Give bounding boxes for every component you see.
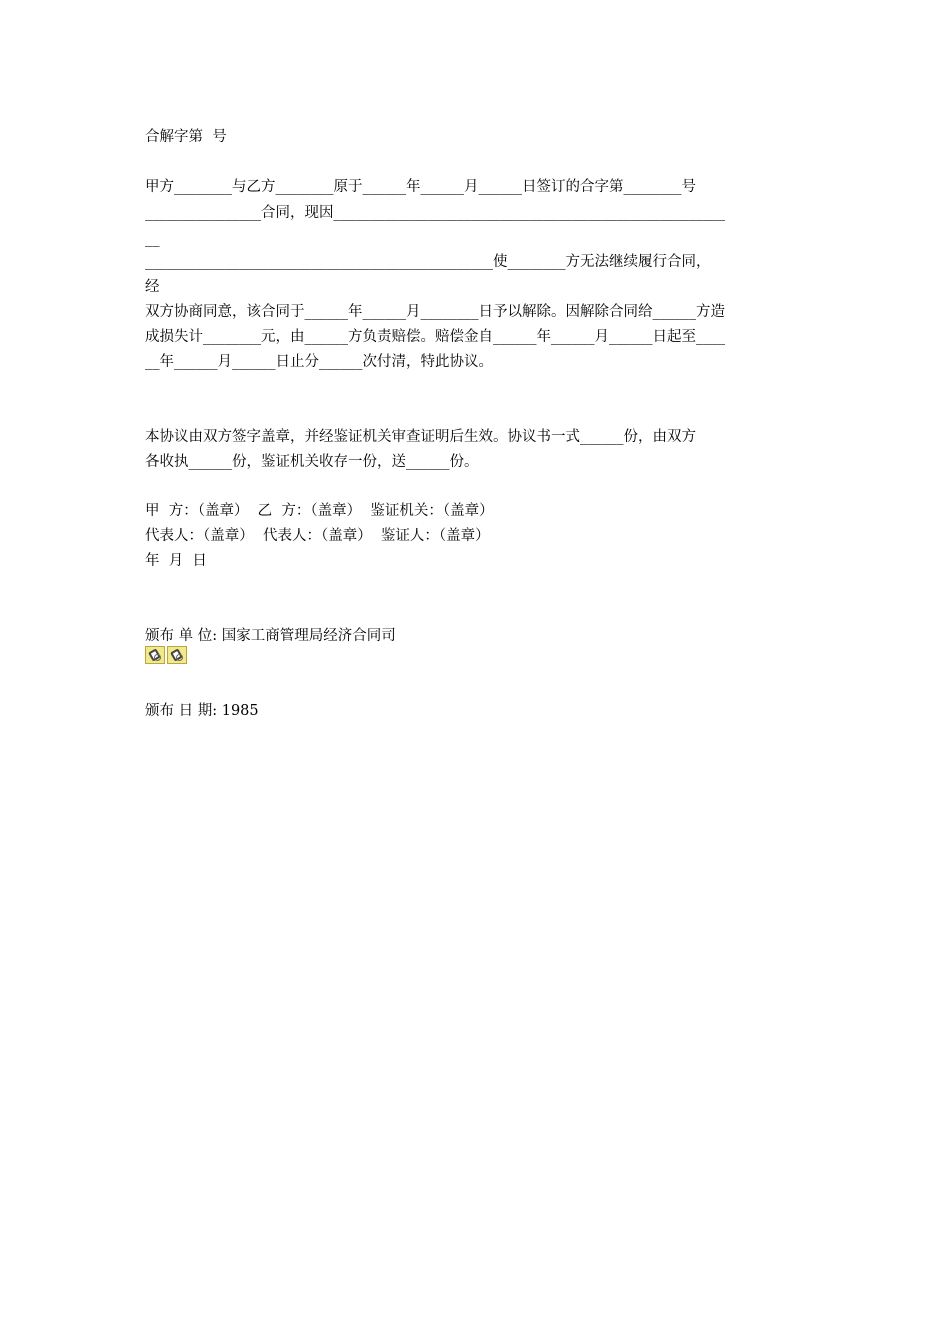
issuer-line: 颁布 单 位: 国家工商管理局经济合同司: [145, 628, 396, 644]
paragraph-line: __: [145, 231, 160, 247]
doc-number: 合解字第 号: [145, 129, 227, 145]
paragraph-line: 甲方________与乙方________原于______年______月______日签订的合字第________号: [145, 179, 696, 195]
paragraph-line: 成损失计________元，由______方负责赔偿。赔偿金自______年______月______日起至____: [145, 329, 725, 345]
paragraph-line: ________________________________________________使________方无法继续履行合同，: [145, 254, 711, 270]
paragraph-line: 本协议由双方签字盖章，并经鉴证机关审查证明后生效。协议书一式______份，由双方: [145, 429, 696, 445]
attachment-icons: [145, 646, 187, 664]
paragraph-line: ________________合同，现因______________________________________________________: [145, 205, 725, 221]
signature-row: 代表人：（盖章） 代表人：（盖章） 鉴证人：（盖章）: [145, 528, 490, 544]
date-row: 年 月 日: [145, 553, 207, 569]
attachment-icon[interactable]: [167, 646, 187, 664]
paragraph-line: 各收执______份，鉴证机关收存一份，送______份。: [145, 454, 479, 470]
signature-row: 甲 方：（盖章） 乙 方：（盖章） 鉴证机关：（盖章）: [145, 503, 494, 519]
issue-date-line: 颁布 日 期: 1985: [145, 703, 259, 719]
paragraph-line: __年______月______日止分______次付清，特此协议。: [145, 354, 493, 370]
attachment-icon[interactable]: [145, 646, 165, 664]
paragraph-line: 双方协商同意，该合同于______年______月________日予以解除。因解除合同给______方造: [145, 304, 725, 320]
paragraph-line: 经: [145, 279, 160, 295]
